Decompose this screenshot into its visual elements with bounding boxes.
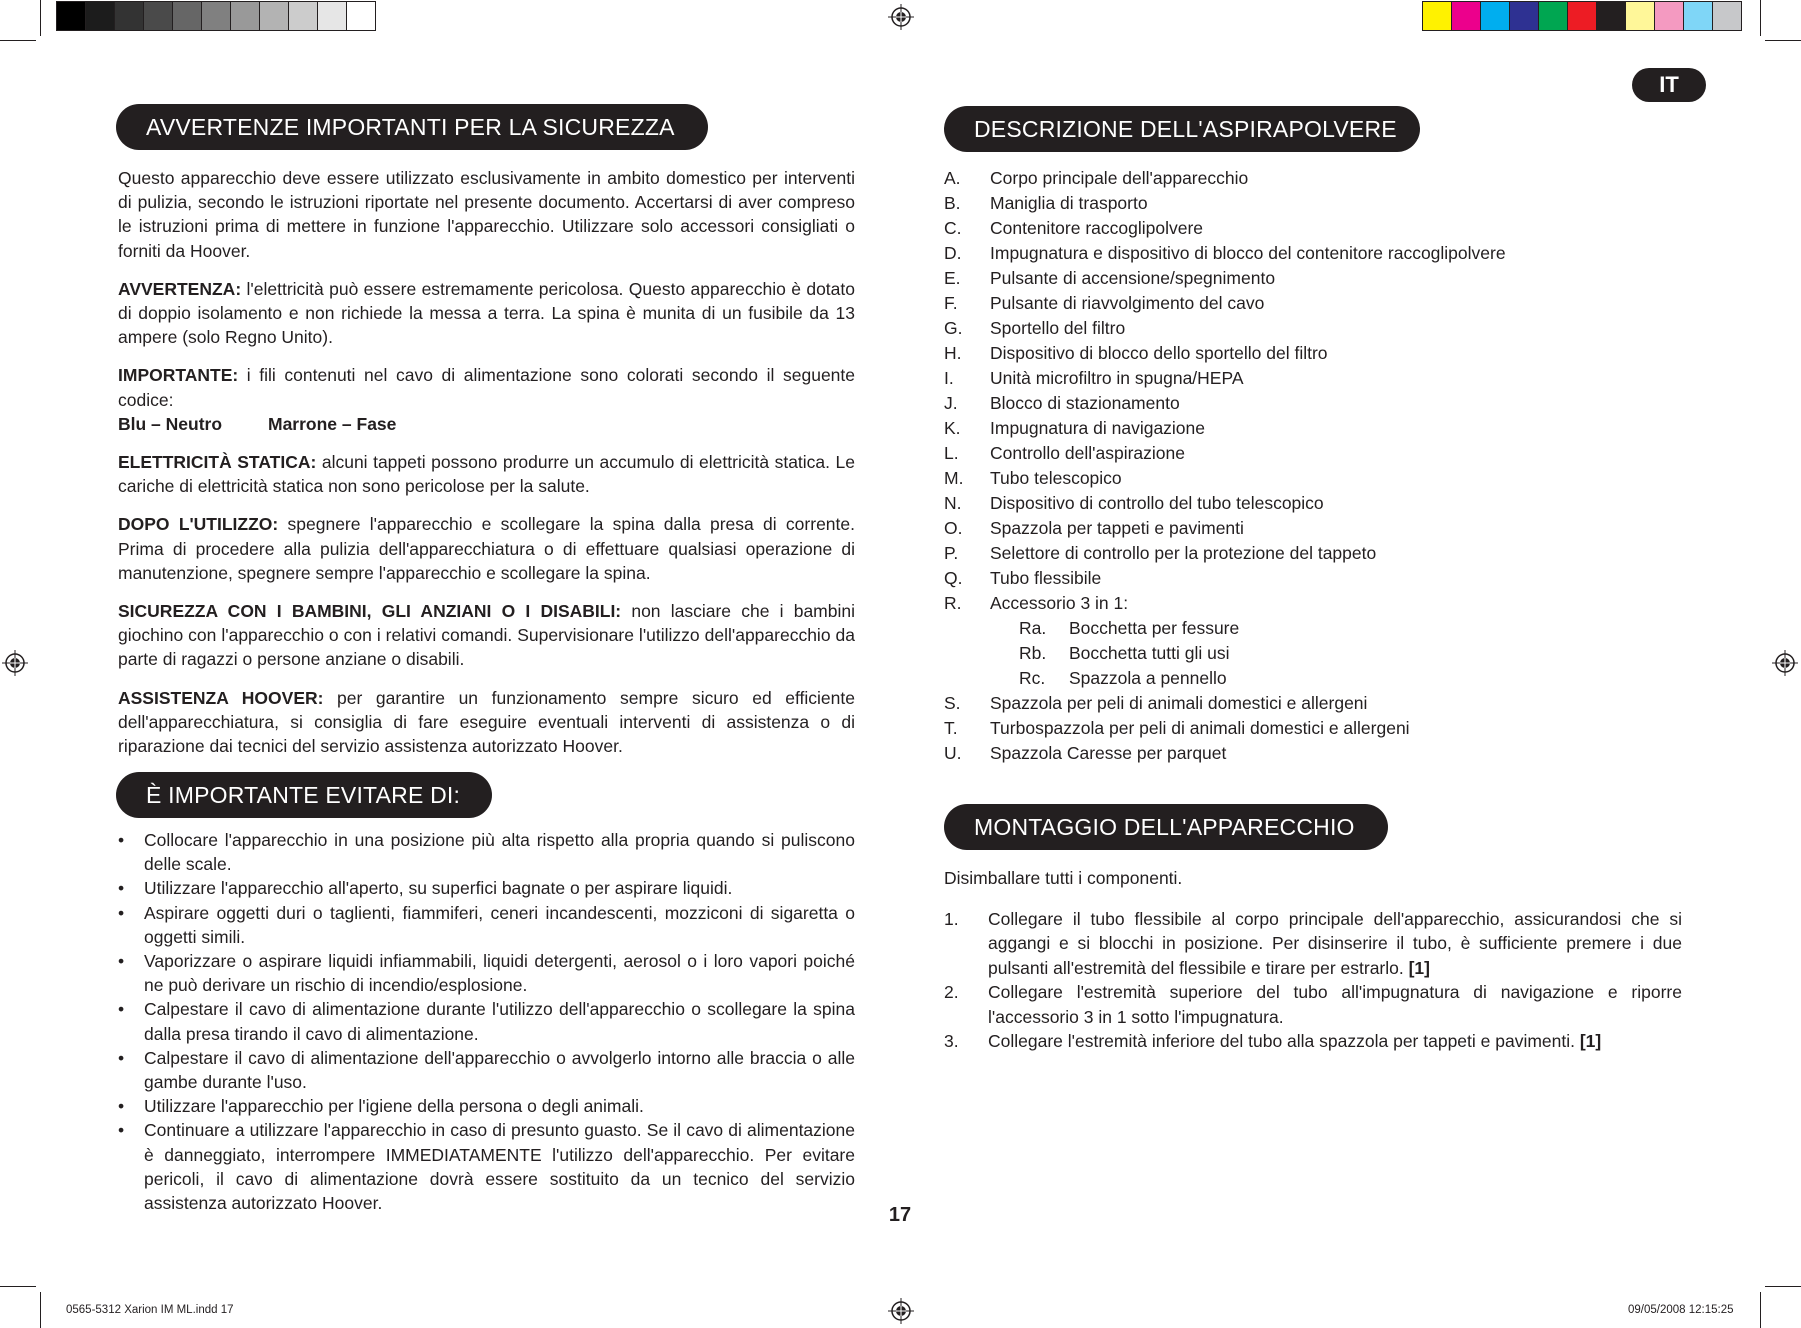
page-number: 17 <box>888 1204 912 1226</box>
figure-reference: [1] <box>1408 957 1430 978</box>
safety-section <box>118 166 855 772</box>
list-item: M. Tubo telescopico <box>944 468 1122 488</box>
children-label: SICUREZZA CON I BAMBINI, GLI ANZIANI O I DISABILI: <box>118 601 622 622</box>
list-item: S. Spazzola per peli di animali domestici e allergeni <box>944 693 1368 713</box>
color-swatch <box>1539 2 1568 30</box>
important-paragraph <box>118 363 855 411</box>
children-paragraph <box>118 599 855 672</box>
list-item: N. Dispositivo di controllo del tubo telescopico <box>944 493 1324 513</box>
bullet-icon: • <box>118 1047 125 1068</box>
list-item: • Vaporizzare o aspirare liquidi infiammabili, liquidi detergenti, aerosol o i loro vapori poiché ne può derivare un rischio di incendio/esplosione. <box>118 951 855 996</box>
avoid-list <box>118 828 855 1215</box>
intro-paragraph: Questo apparecchio deve essere utilizzato esclusivamente in ambito domestico per interventi di pulizia, secondo le istruzioni riportate nel presente documento. Accertarsi di aver compreso le istruzioni prima di mettere in funzione l'apparecchio. Utilizzare solo accessori consigliati o forniti da Hoover. <box>118 168 855 261</box>
safety-heading: AVVERTENZE IMPORTANTI PER LA SICUREZZA <box>116 104 708 150</box>
list-item: • Utilizzare l'apparecchio per l'igiene della persona o degli animali. <box>118 1094 855 1118</box>
list-item: 1. Collegare il tubo flessibile al corpo principale dell'apparecchio, assicurandosi che si aggangi e si blocchi in posizione. Per disinserire il tubo, è sufficiente premere i due pulsanti all'estremità del flessibile e tirare per estrarlo. [1] <box>944 908 1682 978</box>
list-item: J. Blocco di stazionamento <box>944 393 1180 413</box>
service-paragraph <box>118 686 855 759</box>
list-item: • Utilizzare l'apparecchio all'aperto, su superfici bagnate o per aspirare liquidi. <box>118 876 855 900</box>
color-swatch <box>347 2 375 30</box>
grayscale-color-bar <box>56 1 376 31</box>
bullet-icon: • <box>118 1120 125 1141</box>
warning-text: l'elettricità può essere estremamente pericolosa. Questo apparecchio è dotato di doppio isolamento e non richiede la messa a terra. La spina è munita di un fusibile da 13 ampere (solo Regno Unito). <box>118 278 855 348</box>
crop-mark <box>40 0 41 36</box>
registration-mark-icon <box>888 1298 914 1324</box>
color-swatch <box>231 2 260 30</box>
static-paragraph <box>118 450 855 498</box>
list-item: Q. Tubo flessibile <box>944 568 1102 588</box>
color-swatch <box>1423 2 1452 30</box>
warning-paragraph <box>118 277 855 350</box>
list-item: Rc. Spazzola a pennello <box>1019 668 1227 688</box>
important-label: IMPORTANTE: <box>118 365 239 386</box>
color-swatch <box>1481 2 1510 30</box>
bullet-icon: • <box>118 1096 125 1117</box>
avoid-heading: È IMPORTANTE EVITARE DI: <box>116 772 492 818</box>
color-swatch <box>86 2 115 30</box>
description-heading: DESCRIZIONE DELL'ASPIRAPOLVERE <box>944 106 1420 152</box>
code-blue: Blu – Neutro <box>118 413 223 434</box>
color-swatch <box>289 2 318 30</box>
parts-list <box>944 166 1506 766</box>
list-item: R. Accessorio 3 in 1: <box>944 593 1129 613</box>
crop-mark <box>0 1286 36 1287</box>
list-item: B. Maniglia di trasporto <box>944 193 1148 213</box>
list-item: • Continuare a utilizzare l'apparecchio in caso di presunto guasto. Se il cavo di alimentazione è danneggiato, interrompere IMMEDIATAMENTE l'utilizzo dell'apparecchio. Per evitare pericoli, il cavo di alimentazione dovrà essere sostituito da un tecnico del servizio assistenza autorizzato Hoover. <box>118 1120 855 1214</box>
footer-timestamp: 09/05/2008 12:15:25 <box>1628 1304 1734 1316</box>
color-swatch <box>173 2 202 30</box>
registration-mark-icon <box>888 4 914 30</box>
color-swatch <box>1655 2 1684 30</box>
list-item: O. Spazzola per tappeti e pavimenti <box>944 518 1244 538</box>
list-item: 3. Collegare l'estremità inferiore del tubo alla spazzola per tappeti e pavimenti. [1] <box>944 1031 1602 1051</box>
footer-file: 0565-5312 Xarion IM ML.indd 17 <box>66 1304 234 1316</box>
list-item: Ra. Bocchetta per fessure <box>1019 618 1240 638</box>
service-label: ASSISTENZA HOOVER: <box>118 687 324 708</box>
bullet-icon: • <box>118 878 125 899</box>
color-swatch <box>1452 2 1481 30</box>
crop-mark <box>1765 40 1801 41</box>
warning-label: AVVERTENZA: <box>118 278 242 299</box>
color-swatch <box>1684 2 1713 30</box>
crop-mark <box>1760 1292 1761 1328</box>
after-use-label: DOPO L'UTILIZZO: <box>118 514 279 535</box>
list-item: • Calpestare il cavo di alimentazione durante l'utilizzo dell'apparecchio o scollegare la spina dalla presa tirando il cavo di alimentazione. <box>118 999 855 1044</box>
wire-color-code <box>118 412 855 436</box>
color-swatch <box>202 2 231 30</box>
service-text: per garantire un funzionamento sempre sicuro ed efficiente dell'apparecchiatura, si consiglia di fare eseguire eventuali interventi di assistenza o di riparazione dai tecnici del servizio assistenza autorizzato Hoover. <box>118 687 855 757</box>
crop-mark <box>1760 0 1761 36</box>
static-label: ELETTRICITÀ STATICA: <box>118 452 317 473</box>
crop-mark <box>40 1292 41 1328</box>
list-item: G. Sportello del filtro <box>944 318 1126 338</box>
avoid-section <box>118 828 855 1215</box>
list-item: T. Turbospazzola per peli di animali domestici e allergeni <box>944 718 1410 738</box>
assembly-steps <box>944 907 1682 1054</box>
list-item: K. Impugnatura di navigazione <box>944 418 1206 438</box>
list-item: • Collocare l'apparecchio in una posizione più alta rispetto alla propria quando si puliscono delle scale. <box>118 830 855 875</box>
list-item: Rb. Bocchetta tutti gli usi <box>1019 643 1230 663</box>
list-item: D. Impugnatura e dispositivo di blocco del contenitore raccoglipolvere <box>944 243 1506 263</box>
static-text: alcuni tappeti possono produrre un accumulo di elettricità statica. Le cariche di elettricità statica non sono pericolose per la salute. <box>118 452 855 497</box>
crop-mark <box>1765 1286 1801 1287</box>
after-use-paragraph <box>118 512 855 585</box>
children-text: non lasciare che i bambini giochino con l'apparecchio o con i relativi comandi. Supervisionare l'utilizzo dell'apparecchio da parte di ragazzi o persone anziane o disabili. <box>118 601 855 670</box>
assembly-section <box>944 866 1682 1054</box>
bullet-icon: • <box>118 902 125 923</box>
list-item: • Calpestare il cavo di alimentazione dell'apparecchio o avvolgerlo intorno alle braccia o alle gambe durante l'uso. <box>118 1047 855 1093</box>
list-item: • Aspirare oggetti duri o taglienti, fiammiferi, ceneri incandescenti, mozziconi di sigaretta o oggetti simili. <box>118 902 855 947</box>
bullet-icon: • <box>118 951 125 972</box>
color-swatch <box>57 2 86 30</box>
color-swatch <box>115 2 144 30</box>
list-item: L. Controllo dell'aspirazione <box>944 443 1185 463</box>
color-swatch <box>1597 2 1626 30</box>
color-swatch <box>260 2 289 30</box>
registration-mark-icon <box>1772 650 1798 676</box>
bullet-icon: • <box>118 999 125 1020</box>
process-color-bar <box>1422 1 1742 31</box>
language-tab: IT <box>1632 68 1706 102</box>
code-brown: Marrone – Fase <box>268 413 397 434</box>
list-item: A. Corpo principale dell'apparecchio <box>944 168 1249 188</box>
after-use-text: spegnere l'apparecchio e scollegare la spina dalla presa di corrente. Prima di procedere alla pulizia dell'apparecchiatura o di effettuare qualsiasi operazione di manutenzione, spegnere sempre l'apparecchio e scollegare la spina. <box>118 514 855 583</box>
list-item: U. Spazzola Caresse per parquet <box>944 743 1227 763</box>
assembly-heading: MONTAGGIO DELL'APPARECCHIO <box>944 804 1388 850</box>
important-text: i fili contenuti nel cavo di alimentazione sono colorati secondo il seguente codice: <box>118 365 855 410</box>
assembly-intro: Disimballare tutti i componenti. <box>944 868 1183 888</box>
bullet-icon: • <box>118 830 125 850</box>
color-swatch <box>1626 2 1655 30</box>
list-item: E. Pulsante di accensione/spegnimento <box>944 268 1276 288</box>
list-item: 2. Collegare l'estremità superiore del tubo all'impugnatura di navigazione e riporre l'accessorio 3 in 1 sotto l'impugnatura. <box>944 982 1682 1027</box>
color-swatch <box>318 2 347 30</box>
color-swatch <box>144 2 173 30</box>
color-swatch <box>1713 2 1741 30</box>
registration-mark-icon <box>2 650 28 676</box>
list-item: H. Dispositivo di blocco dello sportello del filtro <box>944 343 1328 363</box>
list-item: F. Pulsante di riavvolgimento del cavo <box>944 293 1265 313</box>
list-item: P. Selettore di controllo per la protezione del tappeto <box>944 543 1377 563</box>
figure-reference: [1] <box>1579 1031 1602 1051</box>
list-item: I. Unità microfiltro in spugna/HEPA <box>944 368 1244 388</box>
crop-mark <box>0 40 36 41</box>
color-swatch <box>1568 2 1597 30</box>
list-item: C. Contenitore raccoglipolvere <box>944 218 1204 238</box>
color-swatch <box>1510 2 1539 30</box>
